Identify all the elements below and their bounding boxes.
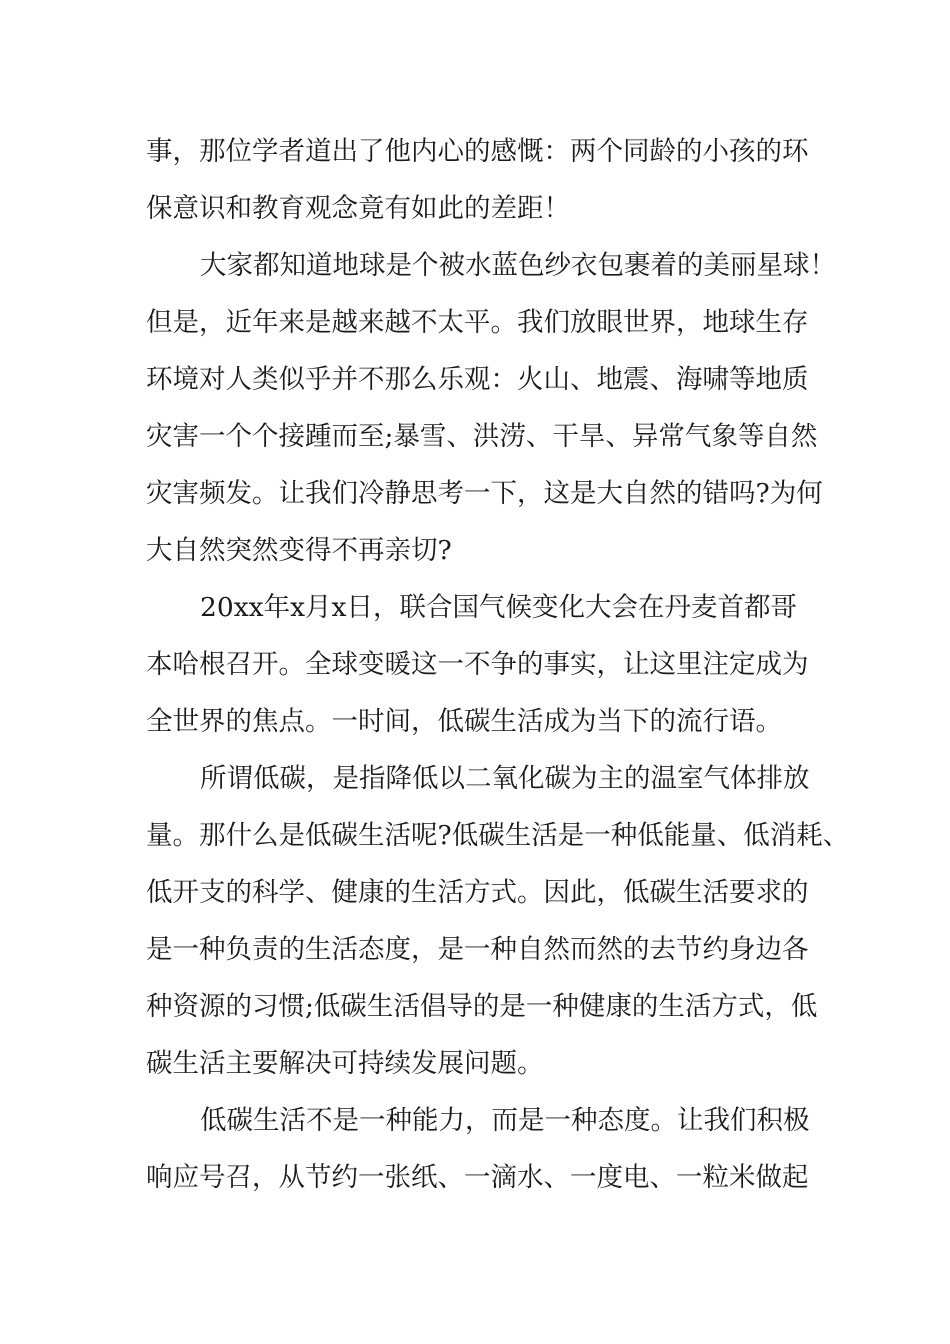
text-line: 大自然突然变得不再亲切? bbox=[146, 535, 452, 566]
text-line: 20xx年x月x日，联合国气候变化大会在丹麦首都哥 bbox=[200, 592, 798, 623]
text-line: 灾害一个个接踵而至;暴雪、洪涝、干旱、异常气象等自然 bbox=[146, 421, 818, 452]
text-line: 环境对人类似乎并不那么乐观：火山、地震、海啸等地质 bbox=[146, 364, 809, 395]
paragraph-5 bbox=[146, 1092, 826, 1206]
body-text bbox=[146, 123, 850, 1206]
text-line: 所谓低碳，是指降低以二氧化碳为主的温室气体排放 bbox=[200, 763, 810, 794]
text-line: 低碳生活不是一种能力，而是一种态度。让我们积极 bbox=[200, 1105, 810, 1136]
text-line: 低开支的科学、健康的生活方式。因此，低碳生活要求的 bbox=[146, 877, 809, 908]
text-line: 灾害频发。让我们冷静思考一下，这是大自然的错吗?为何 bbox=[146, 478, 823, 509]
text-line: 事，那位学者道出了他内心的感慨：两个同龄的小孩的环 bbox=[146, 136, 809, 167]
text-line: 但是，近年来是越来越不太平。我们放眼世界，地球生存 bbox=[146, 307, 809, 338]
paragraph-2 bbox=[146, 237, 836, 579]
text-line: 全世界的焦点。一时间，低碳生活成为当下的流行语。 bbox=[146, 706, 782, 737]
text-line: 量。那什么是低碳生活呢?低碳生活是一种低能量、低消耗、 bbox=[146, 820, 850, 851]
text-line: 保意识和教育观念竟有如此的差距！ bbox=[146, 193, 570, 224]
paragraph-1 bbox=[146, 123, 826, 237]
text-line: 是一种负责的生活态度，是一种自然而然的去节约身边各 bbox=[146, 934, 809, 965]
paragraph-4 bbox=[146, 750, 850, 1092]
text-line: 碳生活主要解决可持续发展问题。 bbox=[146, 1048, 544, 1079]
text-line: 大家都知道地球是个被水蓝色纱衣包裹着的美丽星球！ bbox=[200, 250, 836, 281]
text-line: 响应号召，从节约一张纸、一滴水、一度电、一粒米做起 bbox=[146, 1162, 809, 1193]
text-line: 本哈根召开。全球变暖这一不争的事实，让这里注定成为 bbox=[146, 649, 809, 680]
paragraph-3 bbox=[146, 579, 826, 750]
text-line: 种资源的习惯;低碳生活倡导的是一种健康的生活方式，低 bbox=[146, 991, 818, 1022]
